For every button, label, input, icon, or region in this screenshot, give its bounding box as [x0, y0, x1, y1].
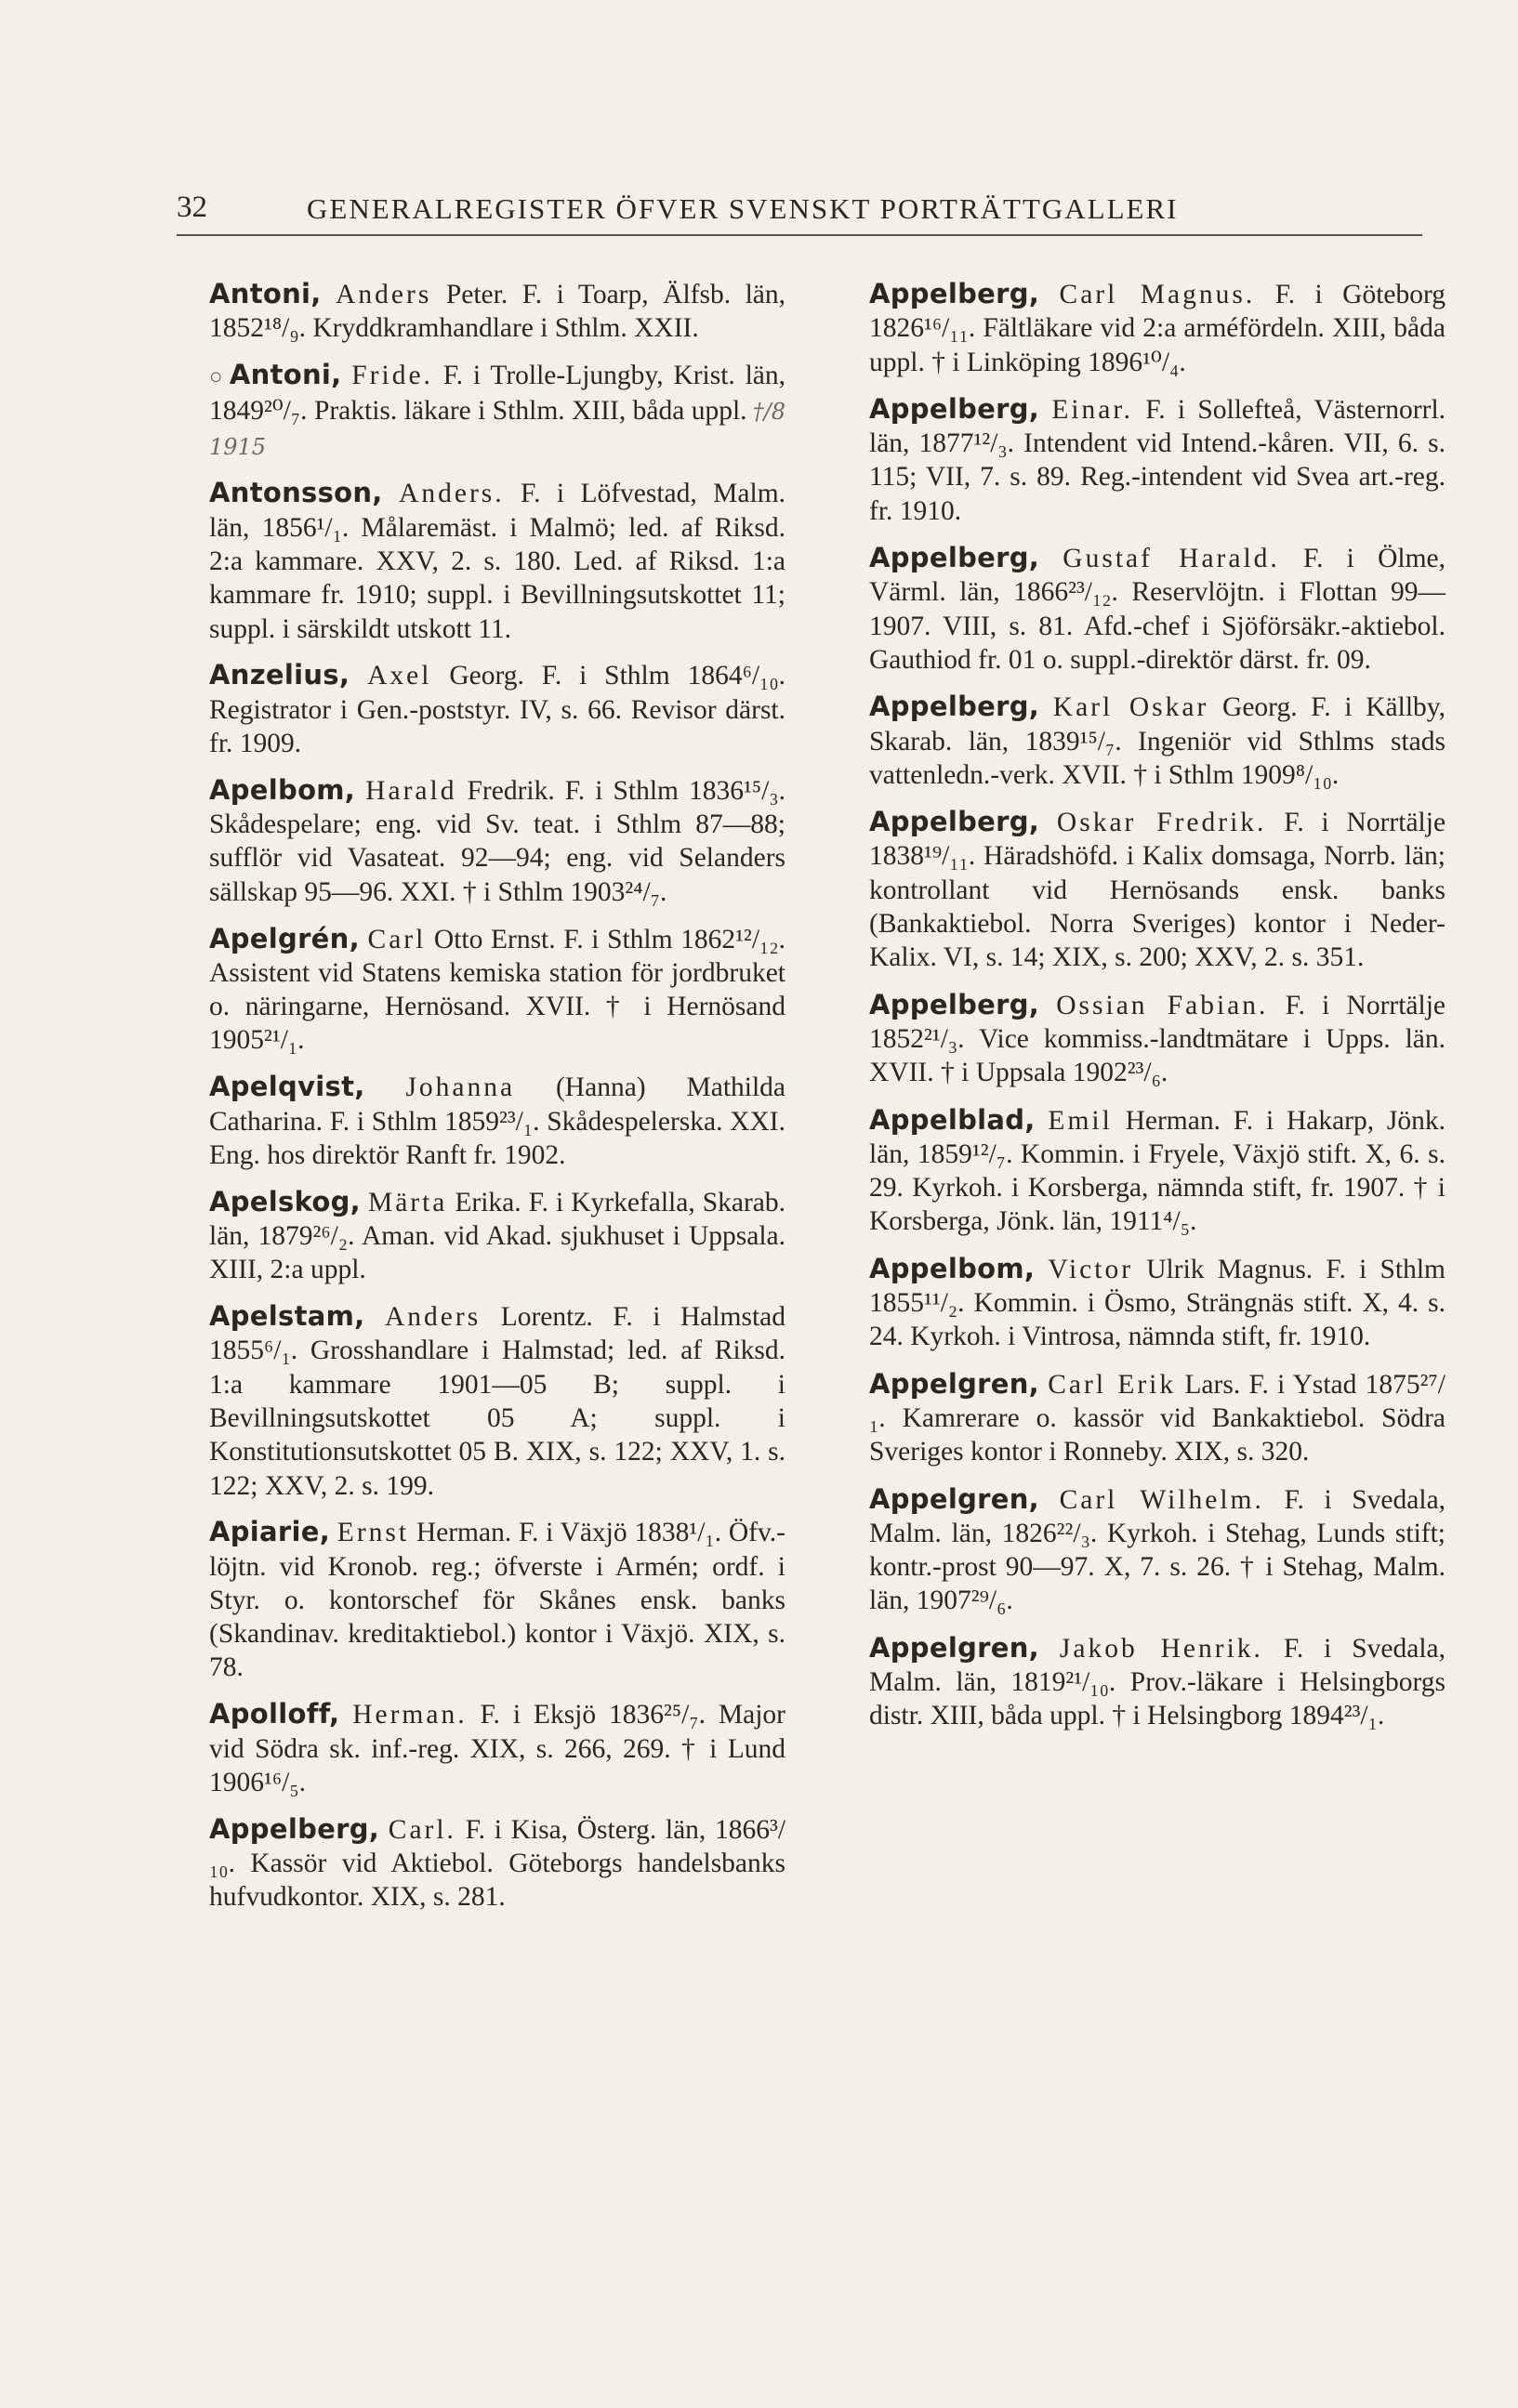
page-number: 32	[177, 191, 207, 224]
entry-text: F. i Ölme, Värml. län, 1866²³/₁₂. Reservlöjtn. i Flottan 99—1907. VIII, s. 81. Afd.-chef i Sjöförsäkr.-aktiebol. Gauthiod fr. 01 o. suppl.-direktör därst. fr. 09.	[869, 544, 1445, 675]
entry-given-name: Oskar Fredrik.	[1056, 808, 1267, 838]
register-entry	[209, 922, 785, 1058]
register-entry	[209, 1812, 785, 1915]
entry-given-name: Carl	[367, 924, 427, 954]
entry-text: F. i Kisa, Österg. län, 1866³/₁₀. Kassör vid Aktiebol. Göteborgs handelsbanks hufvudkontor. XIX, s. 281.	[209, 1814, 786, 1913]
register-entry	[869, 805, 1445, 974]
register-entry	[869, 1482, 1445, 1618]
entry-given-name: Gustaf Harald.	[1063, 544, 1280, 574]
register-entry	[869, 1252, 1445, 1354]
register-entry	[869, 1631, 1445, 1733]
entry-surname: Antonsson,	[209, 477, 383, 509]
entry-text: (Hanna) Mathilda Catharina. F. i Sthlm 1859²³/₁. Skådespelerska. XXI. Eng. hos direktör Ranft fr. 1902.	[209, 1072, 785, 1170]
register-entry	[209, 1185, 785, 1287]
entry-surname: Appelberg,	[209, 1812, 380, 1845]
register-entry	[209, 1299, 785, 1503]
entry-given-name: Fride.	[351, 361, 433, 391]
entry-text: Erika. F. i Kyrkefalla, Skarab. län, 1879²⁶/₂. Aman. vid Akad. sjukhuset i Uppsala. XIII, 2:a uppl.	[209, 1187, 785, 1285]
entry-given-name: Ernst	[337, 1518, 410, 1548]
entry-surname: Antoni,	[209, 278, 322, 309]
entry-given-name: Victor	[1048, 1254, 1134, 1284]
entry-surname: Appelgren,	[869, 1482, 1039, 1515]
entry-surname: Appelgren,	[869, 1631, 1039, 1664]
entry-surname: Apolloff,	[209, 1698, 340, 1730]
register-entry	[869, 392, 1445, 528]
register-entry	[869, 1367, 1445, 1469]
entry-surname: Apelqvist,	[209, 1071, 365, 1103]
running-title: GENERALREGISTER ÖFVER SVENSKT PORTRÄTTGALLERI	[307, 192, 1179, 225]
margin-mark: ○	[209, 365, 226, 390]
register-entry	[869, 1103, 1445, 1239]
entry-surname: Appelberg,	[869, 988, 1040, 1020]
register-entry	[209, 658, 785, 760]
entry-surname: Apelskog,	[209, 1185, 361, 1217]
right-column	[869, 277, 1445, 1746]
entry-text: Herman. F. i Hakarp, Jönk. län, 1859¹²/₇. Kommin. i Fryele, Växjö stift. X, 6. s. 29. Kyrkoh. i Korsberga, nämnda stift, fr. 1907. † i Korsberga, Jönk. län, 1911⁴/₅.	[869, 1105, 1446, 1237]
entry-text: Georg. F. i Sthlm 1864⁶/₁₀. Registrator i Gen.-poststyr. IV, s. 66. Revisor därst. fr. 1909.	[209, 661, 786, 759]
entry-surname: Apelgrén,	[209, 922, 360, 954]
entry-given-name: Anders	[336, 280, 432, 309]
entry-text: Ulrik Magnus. F. i Sthlm 1855¹¹/₂. Kommin. i Ösmo, Strängnäs stift. X, 4. s. 24. Kyrkoh. i Vintrosa, nämnda stift, fr. 1910.	[869, 1254, 1445, 1352]
entry-surname: Apiarie,	[209, 1516, 331, 1548]
entry-text: F. i Svedala, Malm. län, 1826²²/₃. Kyrkoh. i Stehag, Lunds stift; kontr.-prost 90—97. X, 7. s. 26. † i Stehag, Malm. län, 1907²⁹/₆.	[869, 1484, 1446, 1616]
entry-text: F. i Norrtälje 1838¹⁹/₁₁. Häradshöfd. i Kalix domsaga, Norrb. län; kontrollant vid Hernösands ensk. banks (Bankaktiebol. Norra Sveriges) kontor i Neder-Kalix. VI, s. 14; XIX, s. 200; XXV, 2. s. 351.	[869, 808, 1446, 973]
entry-surname: Appelgren,	[869, 1367, 1039, 1400]
entry-given-name: Emil	[1048, 1105, 1113, 1136]
register-entry	[209, 1070, 785, 1172]
entry-given-name: Ossian Fabian.	[1056, 990, 1269, 1020]
entry-text: F. i Svedala, Malm. län, 1819²¹/₁₀. Prov.-läkare i Helsingborgs distr. XIII, båda uppl. † i Helsingborg 1894²³/₁.	[869, 1633, 1445, 1731]
entry-given-name: Axel	[367, 661, 432, 691]
left-column	[209, 277, 785, 1927]
header-rule	[177, 234, 1422, 236]
entry-given-name: Carl Magnus.	[1059, 280, 1256, 309]
entry-text: Otto Ernst. F. i Sthlm 1862¹²/₁₂. Assistent vid Statens kemiska station för jordbruket o. näringarne, Hernösand. XVII. † i Hernösand 1905²¹/₁.	[209, 924, 785, 1056]
entry-given-name: Anders	[384, 1302, 482, 1333]
entry-given-name: Jakob Henrik.	[1059, 1633, 1263, 1664]
register-entry	[869, 541, 1445, 677]
register-entry	[209, 1697, 785, 1799]
entry-given-name: Carl Wilhelm.	[1059, 1484, 1264, 1515]
handwritten-note: †/8 1915	[209, 399, 786, 460]
page-header	[177, 191, 1422, 237]
register-entry	[869, 690, 1445, 792]
entry-text: Herman. F. i Växjö 1838¹/₁. Öfv.-löjtn. vid Kronob. reg.; öfverste i Armén; ordf. i Styr. o. kontorschef för Skånes ensk. banks (Skandinav. kreditaktiebol.) kontor i Växjö. XIX, s. 78.	[209, 1518, 785, 1683]
entry-surname: Appelberg,	[869, 278, 1040, 309]
entry-surname: Appelberg,	[869, 392, 1040, 425]
entry-surname: Appelbom,	[869, 1252, 1036, 1284]
entry-given-name: Carl Erik	[1048, 1369, 1177, 1400]
entry-text: Peter. F. i Toarp, Älfsb. län, 1852¹⁸/₉. Kryddkramhandlare i Sthlm. XXII.	[209, 280, 786, 344]
entry-given-name: Johanna	[405, 1072, 516, 1103]
register-entry	[209, 476, 785, 645]
register-entry	[209, 773, 785, 909]
register-entry	[209, 358, 785, 464]
entry-surname: Apelstam,	[209, 1300, 365, 1333]
entry-surname: Anzelius,	[209, 659, 350, 691]
entry-given-name: Herman.	[352, 1700, 468, 1730]
entry-text: F. i Löfvestad, Malm. län, 1856¹/₁. Målaremäst. i Malmö; led. af Riksd. 2:a kammare. XXV, 2. s. 180. Led. af Riksd. 1:a kammare fr. 1910; suppl. i Bevillningsutskottet 11; suppl. i särskildt utskott 11.	[209, 479, 786, 644]
register-entry	[869, 988, 1445, 1090]
entry-surname: Appelberg,	[869, 691, 1040, 723]
register-entry	[209, 1515, 785, 1684]
entry-text: F. i Göteborg 1826¹⁶/₁₁. Fältläkare vid 2:a arméfördeln. XIII, båda uppl. † i Linköping 1896¹⁰/₄.	[869, 280, 1446, 377]
entry-surname: Appelberg,	[869, 542, 1040, 574]
entry-given-name: Karl Oskar	[1052, 692, 1209, 723]
entry-text: Lars. F. i Ystad 1875²⁷/₁. Kamrerare o. kassör vid Bankaktiebol. Södra Sveriges kontor i Ronneby. XIX, s. 320.	[869, 1369, 1445, 1467]
entry-given-name: Harald	[365, 775, 457, 806]
entry-text: Lorentz. F. i Halmstad 1855⁶/₁. Grosshandlare i Halmstad; led. af Riksd. 1:a kammare 1901—05 B; suppl. i Bevillningsutskottet 05 A; suppl. i Konstitutionsutskottet 05 B. XIX, s. 122; XXV, 1. s. 122; XXV, 2. s. 199.	[209, 1302, 786, 1501]
entry-given-name: Carl.	[388, 1814, 456, 1845]
entry-text: Fredrik. F. i Sthlm 1836¹⁵/₃. Skådespelare; eng. vid Sv. teat. i Sthlm 87—88; sufflör vid Vasateat. 92—94; eng. vid Selanders sällskap 95—96. XXI. † i Sthlm 1903²⁴/₇.	[209, 775, 785, 907]
entry-text: F. i Trolle-Ljungby, Krist. län, 1849²⁰/₇. Praktis. läkare i Sthlm. XIII, båda uppl.	[209, 361, 785, 427]
entry-text: F. i Sollefteå, Västernorrl. län, 1877¹²/₃. Intendent vid Intend.-kåren. VII, 6. s. 115; VII, 7. s. 89. Reg.-intendent vid Svea art.-reg. fr. 1910.	[869, 394, 1446, 526]
entry-surname: Appelberg,	[869, 806, 1040, 838]
register-entry	[869, 277, 1445, 379]
register-entry	[209, 277, 785, 346]
entry-surname: Antoni,	[229, 359, 342, 391]
entry-text: F. i Norrtälje 1852²¹/₃. Vice kommiss.-landtmätare i Upps. län. XVII. † i Uppsala 1902²³/₆.	[869, 990, 1445, 1088]
entry-given-name: Einar.	[1051, 394, 1133, 425]
entry-surname: Appelblad,	[869, 1103, 1036, 1136]
entry-surname: Apelbom,	[209, 773, 356, 806]
entry-text: Georg. F. i Källby, Skarab. län, 1839¹⁵/₇. Ingeniör vid Sthlms stads vattenledn.-verk. XVII. † i Sthlm 1909⁸/₁₀.	[869, 692, 1445, 790]
entry-text: F. i Eksjö 1836²⁵/₇. Major vid Södra sk. inf.-reg. XIX, s. 266, 269. † i Lund 1906¹⁶/₅.	[209, 1700, 786, 1797]
entry-given-name: Anders.	[399, 479, 505, 509]
entry-given-name: Märta	[367, 1187, 448, 1217]
